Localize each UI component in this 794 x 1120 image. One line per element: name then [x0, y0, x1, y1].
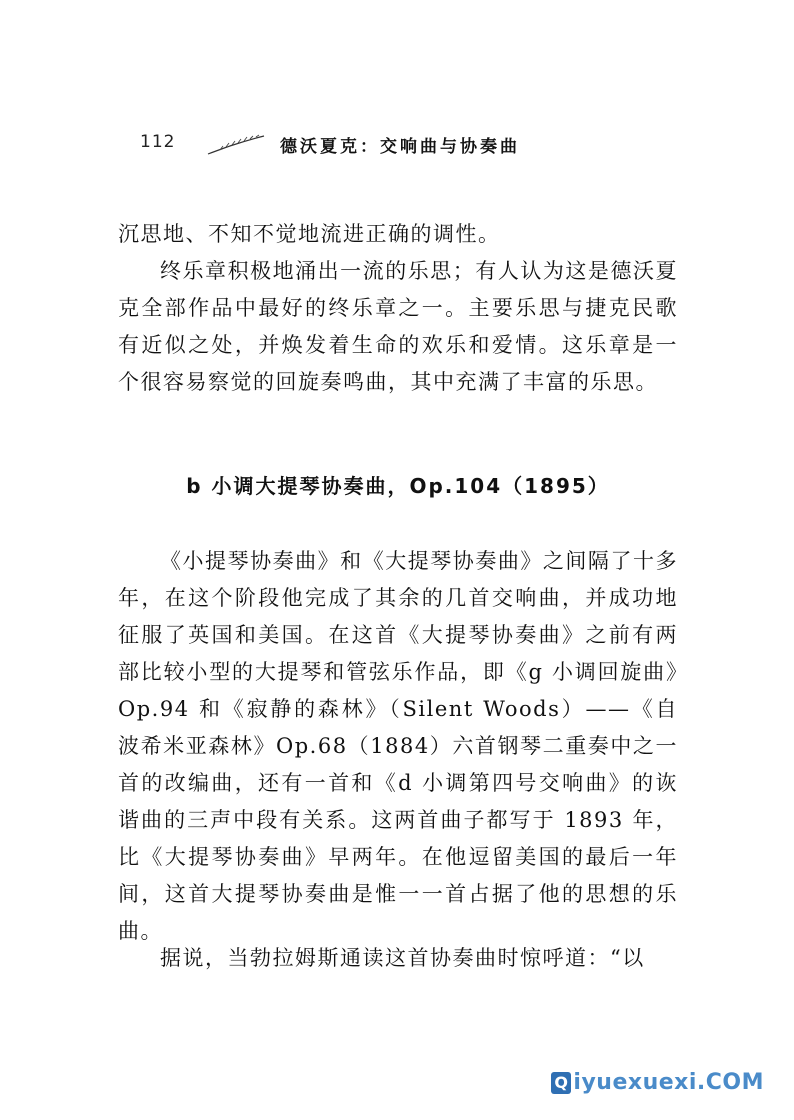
paragraph-brahms: 据说，当勃拉姆斯通读这首协奏曲时惊呼道：“以 [160, 946, 645, 970]
running-title: 德沃夏克：交响曲与协奏曲 [280, 137, 520, 157]
page-number: 112 [140, 132, 176, 152]
paragraph-continuation: 沉思地、不知不觉地流进正确的调性。 [118, 222, 501, 246]
section-heading: b 小调大提琴协奏曲，Op.104（1895） [186, 474, 610, 498]
watermark-text: iyuexuexi.COM [573, 1070, 764, 1095]
paragraph-cello-concerto: 《小提琴协奏曲》和《大提琴协奏曲》之间隔了十多年，在这个阶段他完成了其余的几首交响曲，并成功地征服了英国和美国。在这首《大提琴协奏曲》之前有两部比较小型的大提琴和管弦乐作品，即《g 小调回旋曲》Op.94 和《寂静的森林》（Silent Woods）——《自波希米亚森林》Op.68（1884）六首钢琴二重奏中之一首的改编曲，还有一首和《d 小调第四号交响曲》的诙谐曲的三声中段有关系。这两首曲子都写于 1893 年，比《大提琴协奏曲》早两年。在他逗留美国的最后一年间，这首大提琴协奏曲是惟一一首占据了他的思想的乐曲。 [118, 549, 678, 943]
paragraph-finale: 终乐章积极地涌出一流的乐思；有人认为这是德沃夏克全部作品中最好的终乐章之一。主要乐思与捷克民歌有近似之处，并焕发着生命的欢乐和爱情。这乐章是一个很容易察觉的回旋奏鸣曲，其中充满了丰富的乐思。 [118, 259, 678, 394]
site-watermark [551, 1070, 764, 1095]
quill-pen-icon [206, 134, 266, 156]
watermark-logo: Q [551, 1072, 571, 1094]
page-header [140, 132, 600, 162]
